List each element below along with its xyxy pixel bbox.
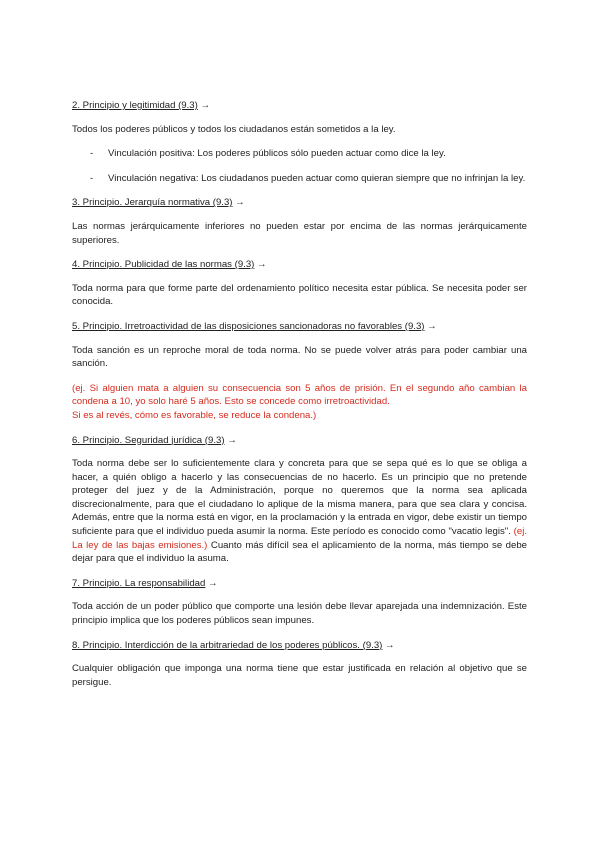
example-line-2: Si es al revés, cómo es favorable, se reduce la condena.) [72, 409, 317, 421]
arrow-icon: → [385, 639, 395, 651]
section-6-example: (ej. La ley de las bajas emisiones.) [72, 526, 527, 551]
dash-bullet-icon: - [90, 148, 94, 160]
section-4-heading-text: 4. Principio. Publicidad de las normas (9.3) [72, 259, 255, 271]
section-2-bullet-list [72, 147, 527, 185]
arrow-icon: → [427, 320, 437, 332]
section-6-body-part2: Cuanto más difícil sea el aplicamiento de la norma, más tiempo se debe dejar para que el individuo la asuma. [72, 539, 528, 565]
section-6-body [72, 457, 527, 566]
section-8-heading [72, 639, 527, 653]
section-7-heading-text: 7. Principio. La responsabilidad [72, 577, 206, 589]
section-7-heading [72, 577, 527, 591]
section-5-heading [72, 320, 527, 334]
arrow-icon: → [257, 259, 267, 271]
section-4-heading [72, 258, 527, 272]
arrow-icon: → [235, 197, 245, 209]
bullet-text: Vinculación negativa: Los ciudadanos pueden actuar como quieran siempre que no infrinjan la ley. [108, 172, 526, 184]
section-3-body: Las normas jerárquicamente inferiores no pueden estar por encima de las normas jerárquicamente superiores. [72, 220, 527, 246]
section-4-body: Toda norma para que forme parte del ordenamiento político necesita estar pública. Se necesita poder ser conocida. [72, 282, 527, 308]
arrow-icon: → [200, 100, 211, 111]
section-2-intro: Todos los poderes públicos y todos los ciudadanos están sometidos a la ley. [72, 123, 396, 135]
section-5-body: Toda sanción es un reproche moral de toda norma. No se puede volver atrás para poder cambiar una sanción. [72, 344, 527, 370]
document-content [72, 99, 527, 700]
dash-bullet-icon: - [90, 172, 94, 184]
example-line-1: (ej. Si alguien mata a alguien su consecuencia son 5 años de prisión. En el segundo año cambian la condena a 10, yo solo haré 5 años. Esto se concede como irretroactividad. [72, 382, 527, 408]
section-7-body: Toda acción de un poder público que comporte una lesión debe llevar aparejada una indemnización. Este principio implica que los poderes públicos sean impunes. [72, 601, 527, 627]
section-6-heading-text: 6. Principio. Seguridad jurídica (9.3) [72, 434, 225, 446]
section-6-body-part1: Toda norma debe ser lo suficientemente clara y concreta para que se sepa qué es lo que se obliga a hacer, a quién obligo a hacerlo y las consecuencias de no hacerlo. Es un principio que no pretende proteger del juez y de la Administración, porque no queremos que la norma sea aplicada discrecionalmente, para que el ciudadano lo aplique de la misma manera, para que sea clara y concisa. Además, entre que la norma está en vigor, en la proclamación y la entrada en vigor, debe existir un tiempo suficiente para que el individuo pueda asumir la norma. Este período es conocido como "vacatio legis". [72, 458, 527, 538]
section-3-heading-text: 3. Principio. Jerarquía normativa (9.3) [72, 197, 233, 209]
list-item [72, 147, 527, 161]
list-item [72, 172, 527, 186]
section-8-body: Cualquier obligación que imponga una norma tiene que estar justificada en relación al objetivo que se persigue. [72, 663, 527, 688]
section-8-heading-text: 8. Principio. Interdicción de la arbitrariedad de los poderes públicos. (9.3) [72, 639, 383, 651]
arrow-icon: → [227, 434, 237, 446]
section-2-heading [72, 99, 527, 113]
section-5-heading-text: 5. Principio. Irretroactividad de las disposiciones sancionadoras no favorables (9.3) [72, 320, 425, 332]
bullet-text: Vinculación positiva: Los poderes públicos sólo pueden actuar como dice la ley. [108, 148, 446, 160]
section-3-heading [72, 196, 527, 210]
section-5-example [72, 382, 527, 423]
section-6-heading [72, 434, 527, 448]
arrow-icon: → [208, 577, 218, 589]
section-2-heading-text: 2. Principio y legitimidad (9.3) [72, 100, 198, 111]
